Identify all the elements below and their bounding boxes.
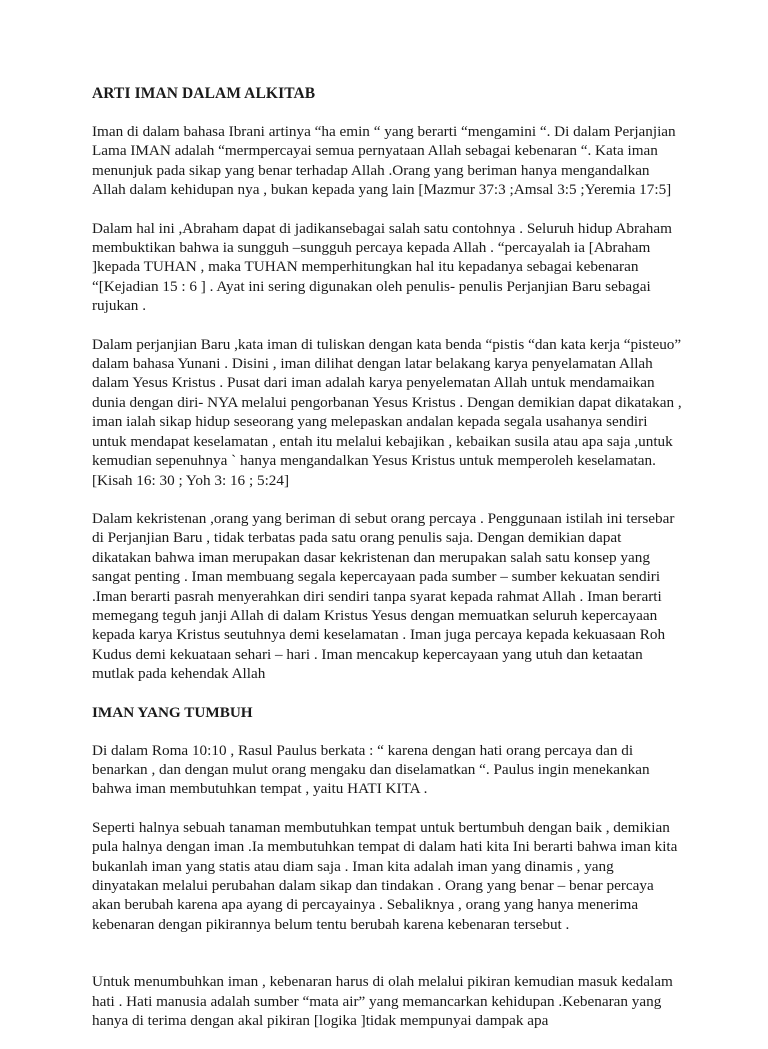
paragraph-menumbuhkan-iman: Untuk menumbuhkan iman , kebenaran harus di olah melalui pikiran kemudian masuk kedalam hati . Hati manusia adalah sumber “mata air” yang memancarkan kehidupan .Kebenaran yang hanya di terima dengan akal pikiran [logika ]tidak mempunyai dampak apa: [92, 973, 673, 1030]
paragraph-abraham: Dalam hal ini ,Abraham dapat di jadikansebagai salah satu contohnya . Seluruh hidup Abraham membuktikan bahwa ia sungguh –sungguh percaya kepada Allah . “percayalah ia [Abraham ]kepada TUHAN , maka TUHAN memperhitungkan hal itu kepadanya sebagai kebenaran “[Kejadian 15 : 6 ] . Ayat ini sering digunakan oleh penulis- penulis Perjanjian Baru sebagai rujukan .: [92, 219, 672, 315]
section-heading-iman-yang-tumbuh: IMAN YANG TUMBUH: [92, 703, 253, 721]
paragraph-perjanjian-baru: Dalam perjanjian Baru ,kata iman di tuliskan dengan kata benda “pistis “dan kata kerja “pisteuo” dalam bahasa Yunani . Disini , iman dilihat dengan latar belakang karya penyelamatan Allah dalam Yesus Kristus . Pusat dari iman adalah karya penyelematan Allah untuk mendamaikan dunia dengan diri- NYA melalui pengorbanan Yesus Kristus . Dengan demikian dapat dikatakan , iman ialah sikap hidup seseorang yang melepaskan andalan kepada segala usahanya sendiri untuk mendapat keselamatan , entah itu melalui kebajikan , kebaikan susila atau apa saja ,untuk kemudian sepenuhnya ` hanya mengandalkan Yesus Kristus untuk memperoleh keselamatan. [Kisah 16: 30 ; Yoh 3: 16 ; 5:24]: [92, 335, 682, 489]
paragraph-roma: Di dalam Roma 10:10 , Rasul Paulus berkata : “ karena dengan hati orang percaya dan di benarkan , dan dengan mulut orang mengaku dan diselamatkan “. Paulus ingin menekankan bahwa iman membutuhkan tempat , yaitu HATI KITA .: [92, 741, 650, 798]
document-title: ARTI IMAN DALAM ALKITAB: [92, 85, 316, 102]
paragraph-tanaman: Seperti halnya sebuah tanaman membutuhkan tempat untuk bertumbuh dengan baik , demikian pula halnya dengan iman .Ia membutuhkan tempat di dalam hati kita Ini berarti bahwa iman kita bukanlah iman yang statis atau diam saja . Iman kita adalah iman yang dinamis , yang dinyatakan melalui perubahan dalam sikap dan tindakan . Orang yang benar – benar percaya akan berubah karena apa ayang di percayainya . Sebaliknya , orang yang hanya menerima kebenaran dengan pikirannya belum tentu berubah karena kebenaran tersebut .: [92, 818, 678, 933]
document-body: [92, 84, 682, 1049]
paragraph-iman-ibrani: Iman di dalam bahasa Ibrani artinya “ha emin “ yang berarti “mengamini “. Di dalam Perjanjian Lama IMAN adalah “mermpercayai semua pernyataan Allah sebagai kebenaran “. Kata iman menunjuk pada sikap yang benar terhadap Allah .Orang yang beriman hanya mengandalkan Allah dalam kehidupan nya , bukan kepada yang lain [Mazmur 37:3 ;Amsal 3:5 ;Yeremia 17:5]: [92, 123, 676, 199]
paragraph-kekristenan: Dalam kekristenan ,orang yang beriman di sebut orang percaya . Penggunaan istilah ini tersebar di Perjanjian Baru , tidak terbatas pada satu orang penulis saja. Dengan demikian dapat dikatakan bahwa iman merupakan dasar kekristenan dan merupakan salah satu konsep yang sangat penting . Iman membuang segala kepercayaan pada sumber – sumber kekuatan sendiri .Iman berarti pasrah menyerahkan diri sendiri tanpa syarat kepada rahmat Allah . Iman berarti memegang teguh janji Allah di dalam Kristus Yesus dengan memuatkan seluruh kepercayaan kepada karya Kristus seutuhnya demi keselamatan . Iman juga percaya kepada kekuasaan Roh Kudus demi kekuataan sehari – hari . Iman mencakup kepercayaan yang utuh dan ketaatan mutlak pada kehendak Allah: [92, 509, 675, 683]
